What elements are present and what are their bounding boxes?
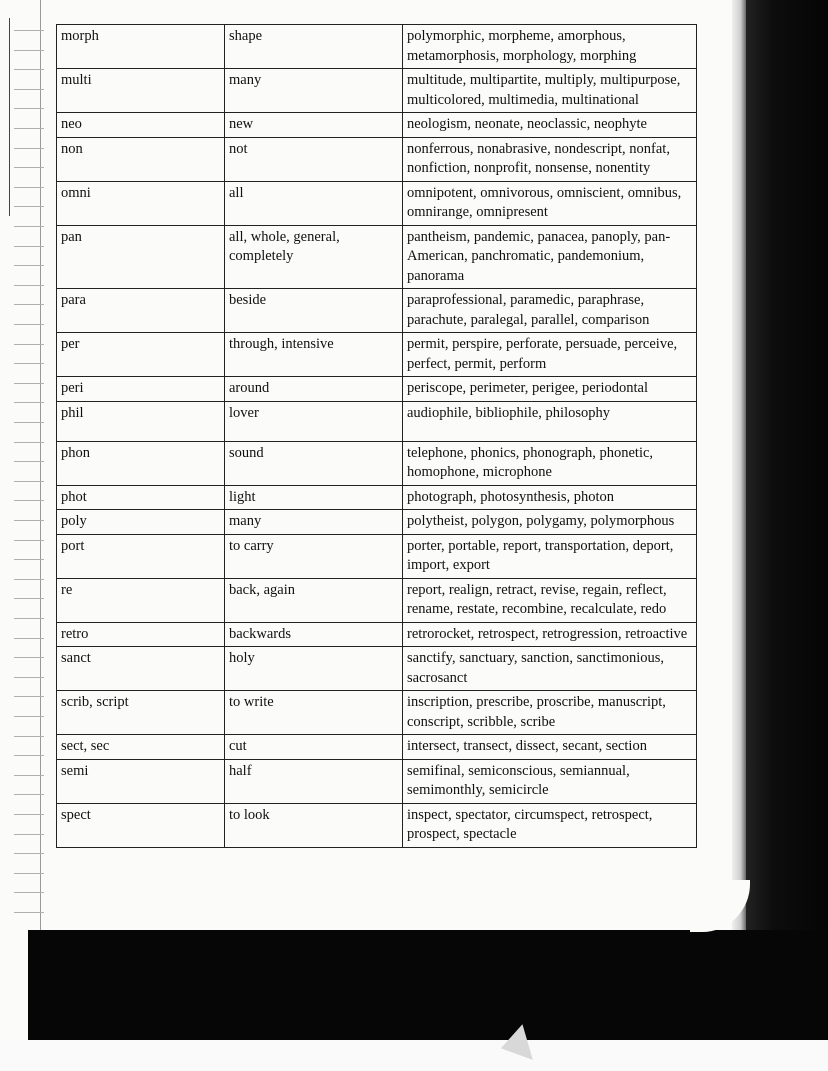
margin-tick xyxy=(14,853,44,854)
examples-cell: photograph, photosynthesis, photon xyxy=(403,485,697,510)
margin-tick xyxy=(14,755,44,756)
examples-cell: polymorphic, morpheme, amorphous, metamorphosis, morphology, morphing xyxy=(403,25,697,69)
table-row xyxy=(57,441,697,485)
root-cell: phot xyxy=(57,485,225,510)
margin-tick xyxy=(14,638,44,639)
table-row xyxy=(57,333,697,377)
meaning-cell: to look xyxy=(225,803,403,847)
table-row xyxy=(57,647,697,691)
root-cell: retro xyxy=(57,622,225,647)
examples-cell: pantheism, pandemic, panacea, panoply, pan-American, panchromatic, pandemonium, panorama xyxy=(403,225,697,289)
root-cell: re xyxy=(57,578,225,622)
left-edge-box xyxy=(0,18,10,216)
table-row xyxy=(57,578,697,622)
examples-cell: neologism, neonate, neoclassic, neophyte xyxy=(403,113,697,138)
margin-tick xyxy=(14,794,44,795)
meaning-cell: around xyxy=(225,377,403,402)
examples-cell: retrorocket, retrospect, retrogression, retroactive xyxy=(403,622,697,647)
margin-tick xyxy=(14,520,44,521)
margin-tick xyxy=(14,344,44,345)
margin-tick xyxy=(14,383,44,384)
margin-tick xyxy=(14,30,44,31)
table-row xyxy=(57,803,697,847)
margin-tick xyxy=(14,206,44,207)
examples-cell: multitude, multipartite, multiply, multipurpose, multicolored, multimedia, multinational xyxy=(403,69,697,113)
margin-tick xyxy=(14,69,44,70)
examples-cell: audiophile, bibliophile, philosophy xyxy=(403,401,697,441)
examples-cell: polytheist, polygon, polygamy, polymorphous xyxy=(403,510,697,535)
meaning-cell: shape xyxy=(225,25,403,69)
margin-tick xyxy=(14,696,44,697)
root-cell: non xyxy=(57,137,225,181)
margin-tick xyxy=(14,775,44,776)
table-row xyxy=(57,181,697,225)
margin-tick xyxy=(14,108,44,109)
table-row xyxy=(57,735,697,760)
root-cell: para xyxy=(57,289,225,333)
meaning-cell: cut xyxy=(225,735,403,760)
margin-tick xyxy=(14,716,44,717)
word-roots-table xyxy=(56,24,697,848)
table-row xyxy=(57,534,697,578)
table-row xyxy=(57,510,697,535)
root-cell: poly xyxy=(57,510,225,535)
margin-tick xyxy=(14,834,44,835)
margin-tick xyxy=(14,285,44,286)
examples-cell: omnipotent, omnivorous, omniscient, omnibus, omnirange, omnipresent xyxy=(403,181,697,225)
table-row xyxy=(57,377,697,402)
margin-tick xyxy=(14,422,44,423)
margin-tick xyxy=(14,187,44,188)
examples-cell: sanctify, sanctuary, sanction, sanctimonious, sacrosanct xyxy=(403,647,697,691)
meaning-cell: many xyxy=(225,510,403,535)
table-row xyxy=(57,622,697,647)
margin-tick xyxy=(14,579,44,580)
meaning-cell: many xyxy=(225,69,403,113)
margin-tick xyxy=(14,912,44,913)
table-row xyxy=(57,289,697,333)
margin-tick xyxy=(14,363,44,364)
table-row xyxy=(57,691,697,735)
meaning-cell: light xyxy=(225,485,403,510)
margin-tick xyxy=(14,618,44,619)
examples-cell: semifinal, semiconscious, semiannual, semimonthly, semicircle xyxy=(403,759,697,803)
margin-tick xyxy=(14,814,44,815)
margin-tick xyxy=(14,50,44,51)
table-row xyxy=(57,401,697,441)
root-cell: peri xyxy=(57,377,225,402)
margin-tick xyxy=(14,559,44,560)
meaning-cell: to write xyxy=(225,691,403,735)
word-roots-table-body xyxy=(57,25,697,848)
examples-cell: porter, portable, report, transportation, deport, import, export xyxy=(403,534,697,578)
examples-cell: permit, perspire, perforate, persuade, perceive, perfect, permit, perform xyxy=(403,333,697,377)
margin-tick xyxy=(14,226,44,227)
examples-cell: report, realign, retract, revise, regain, reflect, rename, restate, recombine, recalculate, redo xyxy=(403,578,697,622)
notebook-margin-line xyxy=(40,0,41,930)
page-edge-shadow xyxy=(732,0,746,930)
scan-background-right xyxy=(736,0,828,1071)
margin-tick xyxy=(14,892,44,893)
meaning-cell: sound xyxy=(225,441,403,485)
margin-tick xyxy=(14,657,44,658)
table-row xyxy=(57,485,697,510)
table-row xyxy=(57,759,697,803)
root-cell: sanct xyxy=(57,647,225,691)
root-cell: omni xyxy=(57,181,225,225)
examples-cell: nonferrous, nonabrasive, nondescript, nonfat, nonfiction, nonprofit, nonsense, nonentity xyxy=(403,137,697,181)
margin-tick xyxy=(14,89,44,90)
margin-tick xyxy=(14,128,44,129)
margin-tick xyxy=(14,246,44,247)
meaning-cell: through, intensive xyxy=(225,333,403,377)
root-cell: spect xyxy=(57,803,225,847)
table-row xyxy=(57,137,697,181)
margin-tick xyxy=(14,304,44,305)
margin-tick xyxy=(14,442,44,443)
root-cell: multi xyxy=(57,69,225,113)
table-row xyxy=(57,25,697,69)
examples-cell: paraprofessional, paramedic, paraphrase, parachute, paralegal, parallel, comparison xyxy=(403,289,697,333)
examples-cell: intersect, transect, dissect, secant, section xyxy=(403,735,697,760)
meaning-cell: beside xyxy=(225,289,403,333)
table-row xyxy=(57,225,697,289)
meaning-cell: lover xyxy=(225,401,403,441)
margin-tick xyxy=(14,167,44,168)
root-cell: phon xyxy=(57,441,225,485)
root-cell: sect, sec xyxy=(57,735,225,760)
margin-tick xyxy=(14,500,44,501)
root-cell: morph xyxy=(57,25,225,69)
meaning-cell: backwards xyxy=(225,622,403,647)
root-cell: pan xyxy=(57,225,225,289)
meaning-cell: back, again xyxy=(225,578,403,622)
margin-tick xyxy=(14,481,44,482)
meaning-cell: to carry xyxy=(225,534,403,578)
meaning-cell: new xyxy=(225,113,403,138)
margin-tick xyxy=(14,324,44,325)
root-cell: port xyxy=(57,534,225,578)
margin-tick xyxy=(14,598,44,599)
margin-tick xyxy=(14,402,44,403)
meaning-cell: all, whole, general, completely xyxy=(225,225,403,289)
meaning-cell: all xyxy=(225,181,403,225)
table-row xyxy=(57,113,697,138)
examples-cell: periscope, perimeter, perigee, periodontal xyxy=(403,377,697,402)
root-cell: phil xyxy=(57,401,225,441)
margin-tick xyxy=(14,265,44,266)
table-row xyxy=(57,69,697,113)
examples-cell: telephone, phonics, phonograph, phonetic, homophone, microphone xyxy=(403,441,697,485)
root-cell: per xyxy=(57,333,225,377)
root-cell: neo xyxy=(57,113,225,138)
examples-cell: inspect, spectator, circumspect, retrospect, prospect, spectacle xyxy=(403,803,697,847)
meaning-cell: not xyxy=(225,137,403,181)
margin-tick xyxy=(14,461,44,462)
margin-tick xyxy=(14,677,44,678)
meaning-cell: half xyxy=(225,759,403,803)
margin-tick xyxy=(14,736,44,737)
margin-tick xyxy=(14,873,44,874)
margin-tick xyxy=(14,540,44,541)
scan-border-bottom xyxy=(0,1040,828,1071)
root-cell: scrib, script xyxy=(57,691,225,735)
root-cell: semi xyxy=(57,759,225,803)
margin-tick xyxy=(14,148,44,149)
examples-cell: inscription, prescribe, proscribe, manuscript, conscript, scribble, scribe xyxy=(403,691,697,735)
meaning-cell: holy xyxy=(225,647,403,691)
